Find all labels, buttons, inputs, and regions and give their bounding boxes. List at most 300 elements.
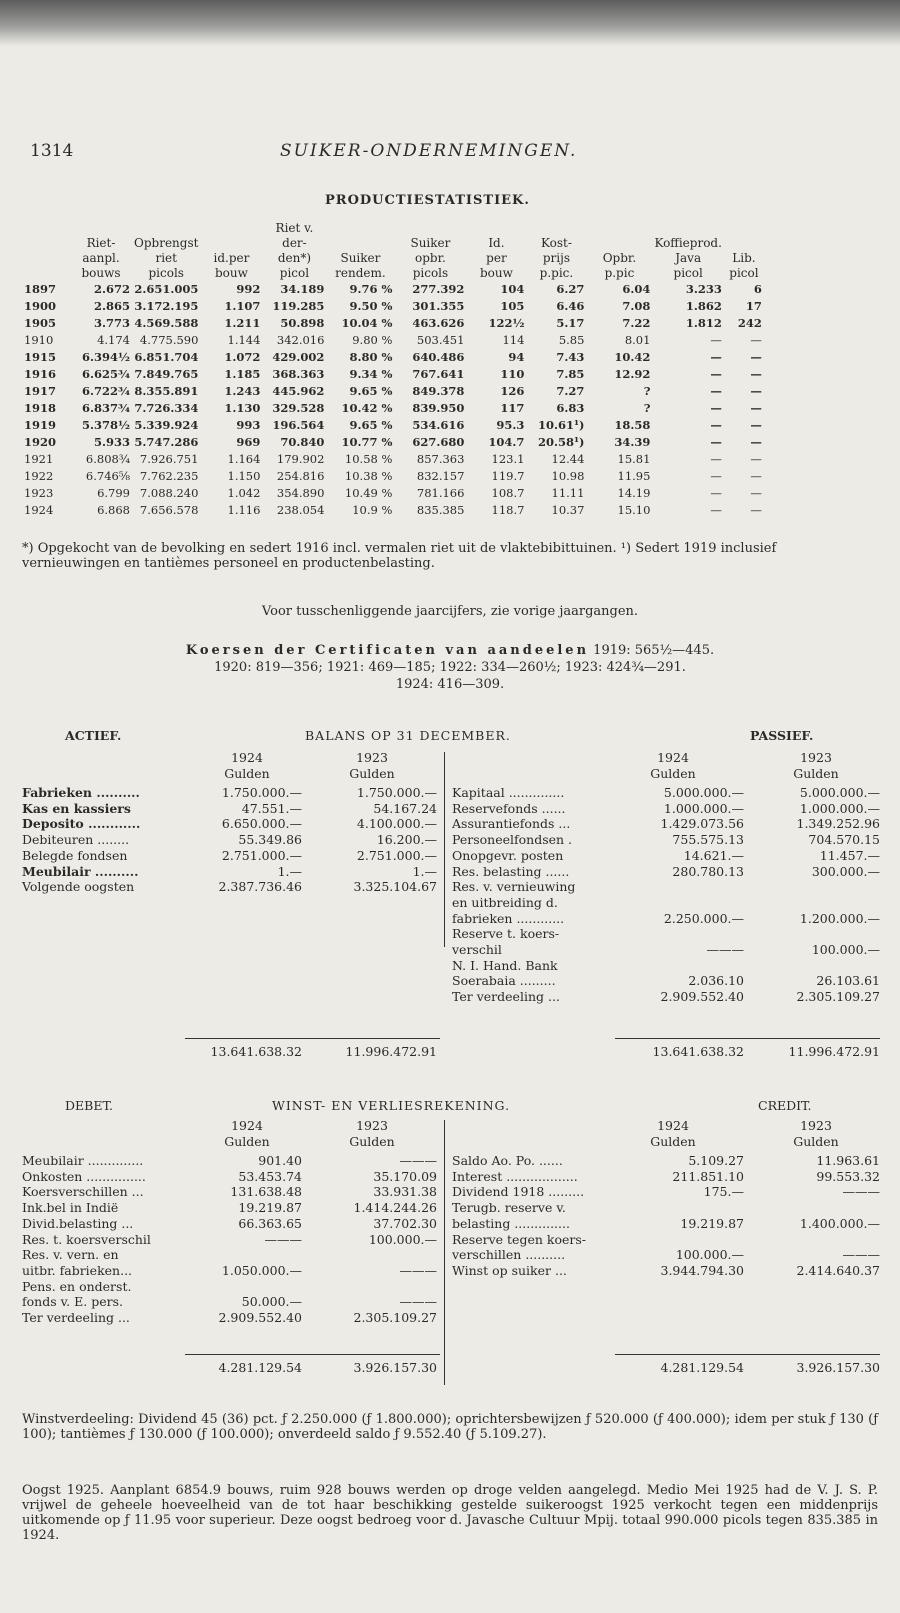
value-1923: ——— [399, 1262, 437, 1278]
year-header-1923: 1923 [356, 1118, 388, 1133]
production-cell: 5.933 [93, 434, 130, 449]
value-1924: 53.453.74 [238, 1168, 302, 1184]
production-cell: 8.01 [624, 332, 651, 347]
production-cell: 6.837¾ [81, 400, 130, 415]
production-cell: 6.394½ [81, 349, 130, 364]
production-header-cell: picol [673, 265, 703, 280]
account-label: Res. t. koersverschil [22, 1231, 151, 1247]
production-header-cell [22, 235, 70, 250]
production-cell: — [710, 383, 722, 398]
production-header-cell [200, 220, 262, 235]
passief-total-1923: 11.996.472.91 [788, 1044, 880, 1059]
value-1924: 1.000.000.— [663, 800, 744, 816]
production-header-cell [724, 220, 764, 235]
credit-heading: CREDIT. [758, 1098, 812, 1113]
value-1923: 1.750.000.— [356, 785, 437, 800]
production-row [22, 467, 764, 484]
production-cell: 7.22 [622, 315, 651, 330]
winstverdeeling-paragraph: Winstverdeeling: Dividend 45 (36) pct. ƒ 2.250.000 (ƒ 1.800.000); oprichtersbewijzen ƒ 520.000 (ƒ 400.000); idem per stuk ƒ 130 (ƒ 100); tantièmes ƒ 130.000 (ƒ 100.000); onverdeeld saldo ƒ 9.552.40 (ƒ 5.109.27). [22, 1412, 878, 1442]
actief-section [22, 750, 442, 970]
production-cell: 1.164 [227, 451, 261, 466]
credit-section [452, 1118, 882, 1348]
production-cell: 767.641 [412, 366, 465, 381]
koersen-title: Koersen der Certificaten van aandeelen [185, 643, 590, 658]
production-header-cell: bouw [479, 265, 513, 280]
production-row [22, 501, 764, 518]
production-cell: 179.902 [276, 451, 325, 466]
production-cell: — [710, 400, 722, 415]
production-cell: — [750, 383, 762, 398]
account-label: verschil [452, 942, 502, 957]
production-header-cell: Suiker [340, 250, 381, 265]
production-row [22, 297, 764, 314]
value-1923: 11.457.— [819, 847, 880, 863]
production-cell: 839.950 [412, 400, 465, 415]
production-cell: 104 [500, 281, 525, 296]
value-1924: 6.650.000.— [221, 816, 302, 832]
value-1923: ——— [399, 1294, 437, 1310]
value-1923: 1.200.000.— [799, 910, 880, 926]
page-top-shadow [0, 0, 900, 46]
account-label: belasting .............. [452, 1215, 570, 1231]
production-cell: 254.816 [276, 468, 325, 483]
production-cell: 8.355.891 [134, 383, 199, 398]
production-cell: 993 [236, 417, 261, 432]
production-header-cell [22, 220, 70, 235]
production-cell: 126 [500, 383, 525, 398]
oogst-paragraph: Oogst 1925. Aanplant 6854.9 bouws, ruim 928 bouws werden op droge velden aangelegd. Medio Mei 1925 had de V. J. S. P. vrijwel de geheele hoeveelheid van de tot haar beschikking gestelde suikeroogst 1925 verkocht tegen een middenprijs uitkomende op ƒ 11.95 voor superieur. Deze oogst bedroeg voor d. Javasche Cultuur Mpij. totaal 990.000 picols tegen 835.385 in 1924. [22, 1483, 878, 1543]
production-header-cell [586, 220, 652, 235]
unit-header: Gulden [224, 1134, 270, 1149]
value-1924: 211.851.10 [672, 1168, 744, 1184]
value-1923: 99.553.32 [816, 1168, 880, 1184]
value-1923: 35.170.09 [373, 1168, 437, 1184]
production-cell: 1.862 [685, 298, 722, 313]
production-row [22, 450, 764, 467]
account-label: Debiteuren ........ [22, 832, 130, 848]
production-cell: 3.773 [93, 315, 130, 330]
year-cell: 1921 [24, 451, 54, 466]
value-1924: 1.050.000.— [221, 1262, 302, 1278]
account-label: Dividend 1918 ......... [452, 1184, 585, 1200]
passief-total-rule [615, 1038, 880, 1039]
production-footnote: *) Opgekocht van de bevolking en sedert 1916 incl. vermalen riet uit de vlaktebibittuinen. ¹) Sedert 1919 inclusief vernieuwingen en tantièmes personeel en productenbelasting. [22, 541, 777, 571]
production-cell: 70.840 [280, 434, 325, 449]
production-cell: 50.898 [280, 315, 325, 330]
production-cell: 6.851.704 [134, 349, 199, 364]
actief-total-1924: 13.641.638.32 [210, 1044, 302, 1059]
account-label: Kapitaal .............. [452, 785, 565, 800]
year-cell: 1917 [24, 383, 57, 398]
production-header-cell: Id. [488, 235, 505, 250]
production-cell: 301.355 [412, 298, 465, 313]
value-1923: ——— [842, 1184, 880, 1200]
production-cell: 5.747.286 [134, 434, 199, 449]
production-cell: 342.016 [276, 332, 325, 347]
production-cell: 5.85 [558, 332, 585, 347]
production-cell: — [750, 502, 762, 517]
value-1923: 704.570.15 [808, 832, 880, 848]
production-cell: 10.42 [614, 349, 651, 364]
value-1924: 50.000.— [241, 1294, 302, 1310]
year-cell: 1915 [24, 349, 57, 364]
production-cell: 1.144 [227, 332, 261, 347]
value-1924: 2.909.552.40 [660, 989, 744, 1005]
account-label: Deposito ............ [22, 816, 141, 832]
production-header-cell [724, 235, 764, 250]
account-label: verschillen .......... [452, 1247, 566, 1263]
production-cell: 6.625¾ [81, 366, 130, 381]
production-header-cell: Koffieprod. [654, 235, 722, 250]
year-cell: 1918 [24, 400, 57, 415]
value-1923: 54.167.24 [373, 800, 437, 816]
production-header-cell: Suiker [410, 235, 451, 250]
account-label: Interest .................. [452, 1168, 578, 1184]
production-cell: 1.042 [227, 485, 261, 500]
production-cell: 18.58 [614, 417, 651, 432]
production-cell: 9.65 % [349, 383, 393, 398]
value-1923: 5.000.000.— [799, 785, 880, 800]
production-header-cell: per [486, 250, 507, 265]
production-cell: 104.7 [488, 434, 525, 449]
production-cell: 6.808¾ [85, 451, 130, 466]
account-label: Winst op suiker ... [452, 1262, 567, 1278]
production-row [22, 399, 764, 416]
account-label: en uitbreiding d. [452, 894, 558, 910]
value-1924: 5.109.27 [688, 1153, 744, 1168]
production-cell: 277.392 [412, 281, 465, 296]
production-title: PRODUCTIESTATISTIEK. [325, 193, 530, 208]
production-cell: 11.11 [551, 485, 585, 500]
value-1923: 3.325.104.67 [353, 879, 437, 895]
production-header-cell [586, 235, 652, 250]
production-cell: 1.107 [224, 298, 261, 313]
production-cell: 119.7 [491, 468, 525, 483]
production-cell: 534.616 [412, 417, 465, 432]
production-header-row [22, 250, 764, 265]
production-header-cell: picol [279, 265, 310, 280]
production-cell: 6.46 [556, 298, 585, 313]
value-1923: 33.931.38 [373, 1184, 437, 1200]
value-1924: 901.40 [258, 1153, 302, 1168]
value-1924: 55.349.86 [238, 832, 302, 848]
production-cell: 2.672 [93, 281, 130, 296]
account-label: Terugb. reserve v. [452, 1200, 566, 1216]
production-cell: 108.7 [491, 485, 525, 500]
production-cell: 10.98 [551, 468, 585, 483]
production-cell: 1.150 [227, 468, 261, 483]
year-header-1924: 1924 [657, 1118, 689, 1133]
actief-total-1923: 11.996.472.91 [345, 1044, 437, 1059]
production-header-cell: Opbr. [602, 250, 637, 265]
value-1924: 14.621.— [683, 847, 744, 863]
production-cell: 445.962 [272, 383, 325, 398]
value-1924: 1.— [277, 863, 302, 879]
credit-total-rule [615, 1354, 880, 1355]
koersen-1919: 1919: 565½—445. [593, 643, 715, 658]
debet-section [22, 1118, 442, 1348]
account-label: Reserve tegen koers- [452, 1231, 586, 1247]
balans-divider [444, 752, 445, 947]
production-cell: 5.378½ [81, 417, 130, 432]
production-cell: 17 [745, 298, 762, 313]
year-cell: 1905 [24, 315, 57, 330]
production-header-cell: riet [155, 250, 177, 265]
winst-title: WINST- EN VERLIESREKENING. [272, 1098, 511, 1113]
unit-header: Gulden [650, 766, 696, 781]
value-1924: 2.250.000.— [663, 910, 744, 926]
value-1923: 2.305.109.27 [353, 1310, 437, 1325]
winst-divider [444, 1120, 445, 1385]
production-cell: — [710, 468, 722, 483]
production-header-cell: Lib. [732, 250, 756, 265]
production-cell: 8.80 % [349, 349, 393, 364]
year-header-1923: 1923 [800, 750, 832, 765]
production-cell: 7.849.765 [134, 366, 199, 381]
value-1923: 11.963.61 [816, 1153, 880, 1168]
production-cell: 7.27 [556, 383, 585, 398]
production-row [22, 314, 764, 331]
production-cell: 12.92 [614, 366, 651, 381]
account-label: Meubilair .......... [22, 863, 139, 879]
production-header-cell [132, 220, 200, 235]
unit-header: Gulden [224, 766, 270, 781]
value-1924: 19.219.87 [680, 1215, 744, 1231]
value-1924: ——— [264, 1231, 302, 1247]
account-label: Divid.belasting ... [22, 1215, 134, 1231]
value-1924: 2.751.000.— [221, 847, 302, 863]
account-label: Assurantiefonds ... [452, 816, 571, 832]
production-cell: 7.926.751 [139, 451, 199, 466]
production-cell: 835.385 [416, 502, 465, 517]
production-cell: 95.3 [496, 417, 525, 432]
production-cell: 3.172.195 [134, 298, 199, 313]
value-1924: 1.750.000.— [221, 785, 302, 800]
production-cell: 5.339.924 [134, 417, 199, 432]
production-header-cell [326, 220, 394, 235]
production-cell: 15.10 [617, 502, 651, 517]
production-row [22, 382, 764, 399]
production-cell: 2.865 [93, 298, 130, 313]
production-cell: 9.65 % [349, 417, 393, 432]
debet-heading: DEBET. [65, 1098, 113, 1113]
account-label: N. I. Hand. Bank [452, 957, 558, 973]
production-cell: — [710, 434, 722, 449]
production-cell: 6.04 [622, 281, 651, 296]
value-1924: 3.944.794.30 [660, 1262, 744, 1278]
production-header-cell [326, 235, 394, 250]
value-1923: 100.000.— [368, 1231, 437, 1247]
production-header-cell: rendem. [335, 265, 386, 280]
production-cell: 849.378 [412, 383, 465, 398]
production-cell: 10.9 % [352, 502, 393, 517]
year-cell: 1924 [24, 502, 54, 517]
unit-header: Gulden [349, 1134, 395, 1149]
production-cell: 6.868 [97, 502, 130, 517]
production-cell: 832.157 [416, 468, 465, 483]
production-cell: 9.34 % [349, 366, 393, 381]
value-1924: ——— [706, 942, 744, 957]
production-cell: 463.626 [412, 315, 465, 330]
production-cell: 119.285 [272, 298, 325, 313]
production-cell: 238.054 [276, 502, 325, 517]
production-cell: 123.1 [491, 451, 525, 466]
production-cell: — [750, 332, 762, 347]
production-cell: 4.569.588 [134, 315, 199, 330]
credit-total-1924: 4.281.129.54 [660, 1360, 744, 1375]
value-1923: 1.414.244.26 [353, 1200, 437, 1216]
value-1923: 2.305.109.27 [796, 989, 880, 1005]
credit-total-1923: 3.926.157.30 [796, 1360, 880, 1375]
production-cell: 9.80 % [352, 332, 393, 347]
account-label: Meubilair .............. [22, 1153, 144, 1168]
production-cell: 4.775.590 [139, 332, 199, 347]
production-cell: 857.363 [416, 451, 465, 466]
production-cell: 1.185 [224, 366, 261, 381]
unit-header: Gulden [793, 766, 839, 781]
account-label: Ter verdeeling ... [22, 1310, 130, 1325]
year-header-1924: 1924 [231, 1118, 263, 1133]
production-cell: 10.58 % [344, 451, 393, 466]
production-cell: 1.116 [227, 502, 261, 517]
passief-heading: PASSIEF. [750, 728, 814, 743]
account-label: uitbr. fabrieken... [22, 1262, 133, 1278]
debet-total-1923: 3.926.157.30 [353, 1360, 437, 1375]
production-cell: — [750, 451, 762, 466]
production-header-cell [526, 220, 586, 235]
year-header-1923: 1923 [800, 1118, 832, 1133]
production-header-cell: picols [412, 265, 449, 280]
koersen-line-1 [0, 643, 900, 658]
value-1923: 1.400.000.— [799, 1215, 880, 1231]
balans-title: BALANS OP 31 DECEMBER. [305, 728, 511, 743]
value-1923: 100.000.— [811, 942, 880, 957]
production-row [22, 348, 764, 365]
production-row [22, 433, 764, 450]
value-1923: 300.000.— [811, 863, 880, 879]
production-cell: 1.211 [224, 315, 261, 330]
production-cell: — [750, 366, 762, 381]
production-cell: 5.17 [556, 315, 585, 330]
production-cell: — [710, 451, 722, 466]
production-row [22, 365, 764, 382]
production-cell: 34.39 [614, 434, 651, 449]
production-cell: 7.656.578 [139, 502, 199, 517]
production-cell: 3.233 [685, 281, 722, 296]
production-header-cell: Opbrengst [134, 235, 199, 250]
production-cell: 114 [502, 332, 525, 347]
production-header-cell: Riet v. [275, 220, 314, 235]
production-cell: 1.072 [224, 349, 261, 364]
production-header-cell: aanpl. [82, 250, 120, 265]
unit-header: Gulden [349, 766, 395, 781]
production-cell: 1.243 [224, 383, 261, 398]
value-1924: 131.638.48 [230, 1184, 302, 1200]
account-label: Koersverschillen ... [22, 1184, 144, 1200]
production-cell: 2.651.005 [134, 281, 199, 296]
production-cell: 7.088.240 [139, 485, 199, 500]
value-1923: 16.200.— [376, 832, 437, 848]
production-cell: 242 [737, 315, 762, 330]
account-label: Saldo Ao. Po. ...... [452, 1153, 563, 1168]
production-cell: 6 [753, 281, 762, 296]
production-cell: 992 [236, 281, 261, 296]
production-cell: 117 [500, 400, 525, 415]
koersen-line-3: 1924: 416—309. [395, 677, 505, 692]
production-row [22, 331, 764, 348]
account-label: Ter verdeeling ... [452, 989, 560, 1005]
production-header-cell [394, 220, 466, 235]
account-label: fabrieken ............ [452, 910, 565, 926]
production-cell: 6.746⅝ [85, 468, 130, 483]
production-cell: — [710, 349, 722, 364]
production-cell: — [710, 502, 722, 517]
production-cell: 196.564 [272, 417, 325, 432]
unit-header: Gulden [650, 1134, 696, 1149]
production-cell: 6.722¾ [81, 383, 130, 398]
production-header-cell: Riet- [86, 235, 116, 250]
debet-total-1924: 4.281.129.54 [218, 1360, 302, 1375]
production-cell: 122½ [488, 315, 525, 330]
production-cell: — [750, 400, 762, 415]
production-header-row [22, 265, 764, 280]
production-header-row [22, 235, 764, 250]
value-1923: 2.751.000.— [356, 847, 437, 863]
production-cell: 118.7 [491, 502, 525, 517]
account-label: Fabrieken .......... [22, 785, 140, 800]
production-cell: — [750, 485, 762, 500]
value-1924: 66.363.65 [238, 1215, 302, 1231]
value-1924: 100.000.— [675, 1247, 744, 1263]
production-header-cell [466, 220, 526, 235]
production-row [22, 280, 764, 297]
production-cell: 7.43 [556, 349, 585, 364]
value-1923: ——— [842, 1247, 880, 1263]
production-header-cell: der- [282, 235, 307, 250]
production-cell: 969 [236, 434, 261, 449]
year-cell: 1910 [24, 332, 54, 347]
passief-section [452, 750, 882, 1090]
production-header-cell: prijs [542, 250, 570, 265]
year-header-1923: 1923 [356, 750, 388, 765]
account-label: Soerabaia ......... [452, 973, 556, 989]
production-cell: — [750, 468, 762, 483]
account-label: Personeelfondsen . [452, 832, 573, 848]
value-1924: 2.036.10 [688, 973, 744, 989]
production-cell: 7.08 [622, 298, 651, 313]
production-header-cell: picols [148, 265, 184, 280]
production-cell: 12.44 [551, 451, 585, 466]
production-cell: 4.174 [97, 332, 130, 347]
account-label: Volgende oogsten [22, 879, 135, 895]
production-header-cell [200, 235, 262, 250]
value-1924: 2.387.736.46 [218, 879, 302, 895]
account-label: Res. v. vernieuwing [452, 879, 576, 895]
production-cell: 10.61¹) [537, 417, 585, 432]
production-header-cell: bouw [214, 265, 248, 280]
production-row [22, 416, 764, 433]
value-1923: 26.103.61 [816, 973, 880, 989]
production-cell: 7.762.235 [139, 468, 199, 483]
production-cell: ? [643, 383, 651, 398]
production-cell: 10.38 % [344, 468, 393, 483]
account-label: Res. v. vern. en [22, 1247, 119, 1263]
production-cell: 7.85 [556, 366, 585, 381]
production-header-cell [70, 220, 132, 235]
value-1924: 280.780.13 [672, 863, 744, 879]
passief-total-1924: 13.641.638.32 [652, 1044, 744, 1059]
production-header-cell [652, 220, 723, 235]
